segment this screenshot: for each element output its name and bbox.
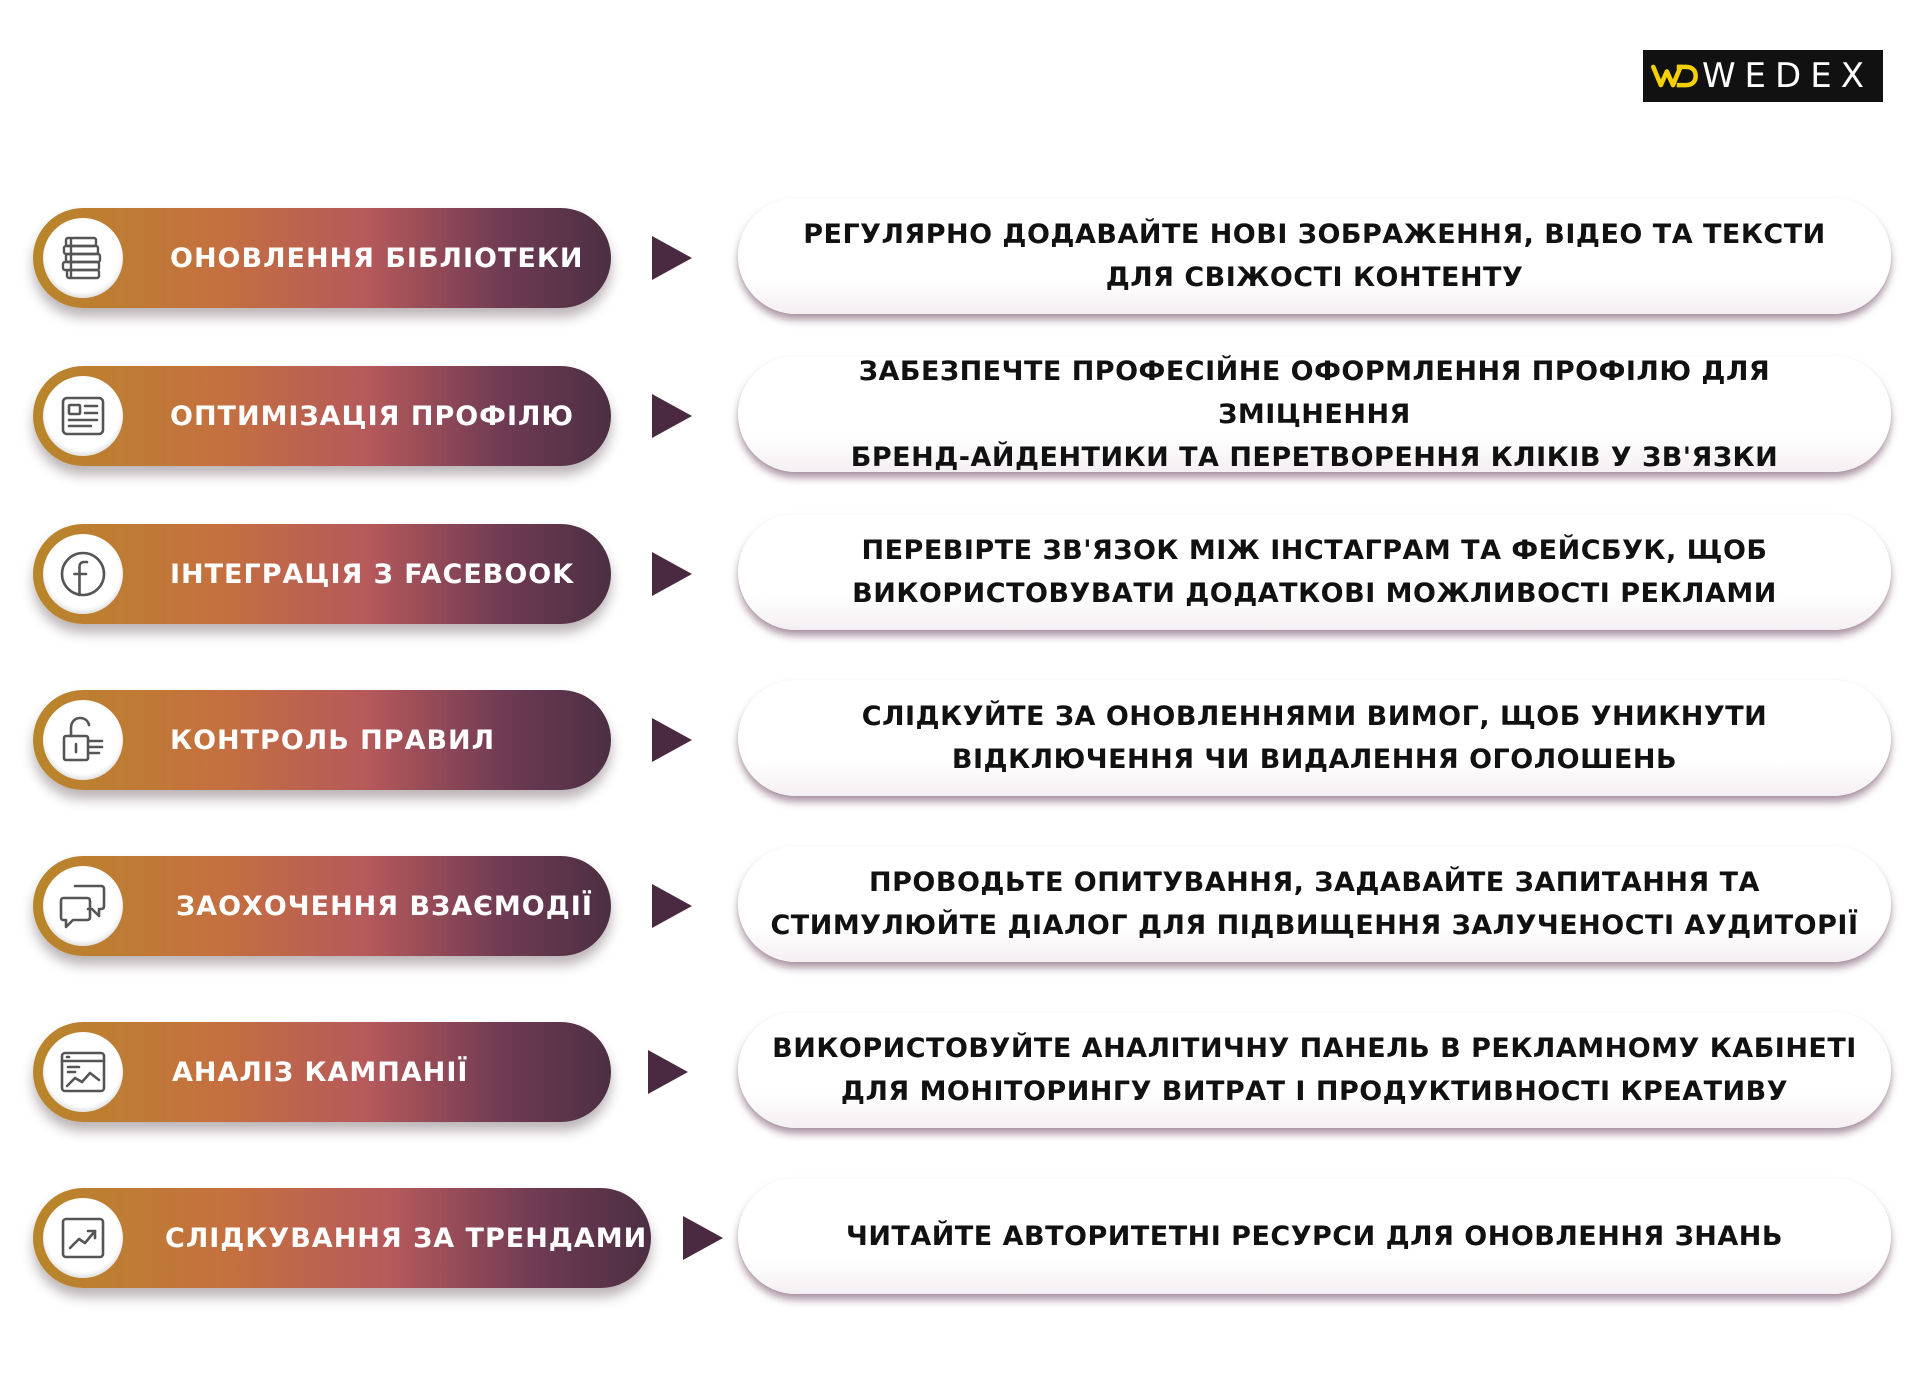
advice-text: ЧИТАЙТЕ АВТОРИТЕТНІ РЕСУРСИ ДЛЯ ОНОВЛЕННЯ ЗНАНЬ <box>846 1220 1783 1252</box>
topic-pill <box>33 690 611 790</box>
advice-text: ПЕРЕВІРТЕ ЗВ'ЯЗОК МІЖ ІНСТАГРАМ ТА ФЕЙСБУК, ЩОБ ВИКОРИСТОВУВАТИ ДОДАТКОВІ МОЖЛИВОСТІ РЕКЛАМИ <box>852 535 1777 609</box>
topic-label: ІНТЕГРАЦІЯ З FACEBOOK <box>170 558 575 590</box>
icon-circle <box>43 866 123 946</box>
icon-circle <box>43 1032 123 1112</box>
row-rules-control <box>0 680 1920 800</box>
advice-card <box>738 1012 1891 1128</box>
chat-bubbles-icon <box>55 878 111 934</box>
trend-chart-icon <box>55 1210 111 1266</box>
icon-circle <box>43 700 123 780</box>
advice-text: ЗАБЕЗПЕЧТЕ ПРОФЕСІЙНЕ ОФОРМЛЕННЯ ПРОФІЛЮ ДЛЯ ЗМІЦНЕННЯ БРЕНД-АЙДЕНТИКИ ТА ПЕРЕТВОРЕННЯ КЛІКІВ У ЗВ'ЯЗКИ <box>850 355 1779 473</box>
topic-pill <box>33 1188 651 1288</box>
books-icon <box>55 230 111 286</box>
topic-pill <box>33 856 611 956</box>
arrow-right-icon <box>683 1216 723 1260</box>
arrow-right-icon <box>652 718 692 762</box>
icon-circle <box>43 376 123 456</box>
arrow-right-icon <box>652 236 692 280</box>
topic-pill <box>33 208 611 308</box>
arrow-right-icon <box>652 394 692 438</box>
advice-card <box>738 1178 1891 1294</box>
row-facebook-integration <box>0 514 1920 634</box>
advice-card <box>738 356 1891 472</box>
arrow-right-icon <box>652 884 692 928</box>
advice-text: ВИКОРИСТОВУЙТЕ АНАЛІТИЧНУ ПАНЕЛЬ В РЕКЛАМНОМУ КАБІНЕТІ ДЛЯ МОНІТОРИНГУ ВИТРАТ І ПРОДУКТИВНОСТІ КРЕАТИВУ <box>772 1033 1857 1107</box>
topic-label: СЛІДКУВАННЯ ЗА ТРЕНДАМИ <box>165 1222 648 1254</box>
arrow-right-icon <box>652 552 692 596</box>
topic-label: ЗАОХОЧЕННЯ ВЗАЄМОДІЇ <box>176 890 593 922</box>
row-library-update <box>0 198 1920 318</box>
analytics-window-icon <box>55 1044 111 1100</box>
topic-label: ОПТИМІЗАЦІЯ ПРОФІЛЮ <box>170 400 575 432</box>
advice-card <box>738 198 1891 314</box>
icon-circle <box>43 534 123 614</box>
topic-pill <box>33 524 611 624</box>
topic-label: АНАЛІЗ КАМПАНІЇ <box>172 1056 469 1088</box>
row-campaign-analysis <box>0 1012 1920 1132</box>
unlock-rules-icon <box>55 712 111 768</box>
topic-pill <box>33 366 611 466</box>
row-engagement <box>0 846 1920 966</box>
topic-label: КОНТРОЛЬ ПРАВИЛ <box>170 724 496 756</box>
wedex-logo-mark <box>1651 56 1698 96</box>
logo-wordmark: WEDEX <box>1701 56 1873 96</box>
icon-circle <box>43 1198 123 1278</box>
advice-text: РЕГУЛЯРНО ДОДАВАЙТЕ НОВІ ЗОБРАЖЕННЯ, ВІДЕО ТА ТЕКСТИ ДЛЯ СВІЖОСТІ КОНТЕНТУ <box>803 219 1826 293</box>
profile-card-icon <box>55 388 111 444</box>
arrow-right-icon <box>648 1050 688 1094</box>
topic-label: ОНОВЛЕННЯ БІБЛІОТЕКИ <box>170 242 584 274</box>
row-profile-optimization <box>0 356 1920 476</box>
advice-text: СЛІДКУЙТЕ ЗА ОНОВЛЕННЯМИ ВИМОГ, ЩОБ УНИКНУТИ ВІДКЛЮЧЕННЯ ЧИ ВИДАЛЕННЯ ОГОЛОШЕНЬ <box>861 701 1768 775</box>
advice-text: ПРОВОДЬТЕ ОПИТУВАННЯ, ЗАДАВАЙТЕ ЗАПИТАННЯ ТА СТИМУЛЮЙТЕ ДІАЛОГ ДЛЯ ПІДВИЩЕННЯ ЗАЛУЧЕНОСТІ АУДИТОРІЇ <box>770 867 1859 941</box>
advice-card <box>738 514 1891 630</box>
topic-pill <box>33 1022 611 1122</box>
advice-card <box>738 680 1891 796</box>
advice-card <box>738 846 1891 962</box>
icon-circle <box>43 218 123 298</box>
facebook-icon <box>55 546 111 602</box>
row-trend-tracking <box>0 1178 1920 1298</box>
wedex-logo <box>1643 50 1883 102</box>
